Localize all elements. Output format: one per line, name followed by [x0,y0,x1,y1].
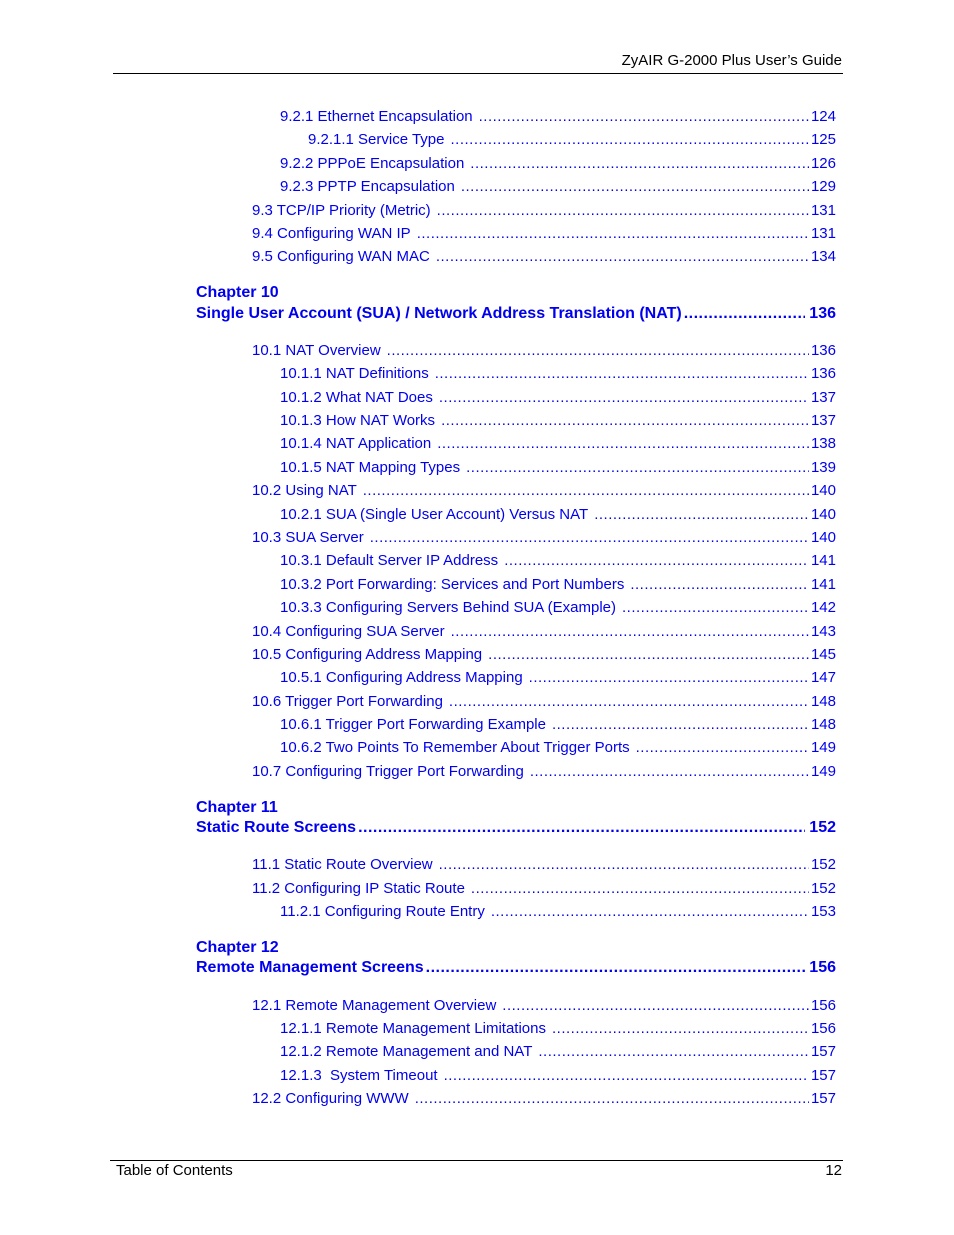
toc-entry[interactable] [252,692,836,712]
dot-leader [594,505,809,525]
dot-leader [622,598,809,618]
toc-entry[interactable] [280,902,836,922]
toc-entry-page: 143 [810,623,836,640]
dot-leader [529,668,809,688]
toc-entry[interactable] [308,130,836,150]
toc-entry[interactable] [280,1066,836,1086]
dot-leader [436,247,809,267]
toc-entry-page: 148 [810,716,836,733]
dot-leader [479,107,809,127]
toc-entry-page: 156 [810,1020,836,1037]
toc-entry[interactable] [280,505,836,525]
toc-entry-label: 12.1 Remote Management Overview [252,997,497,1014]
chapter-page: 152 [809,819,836,836]
toc-entry[interactable] [280,598,836,618]
toc-entry-label: 9.4 Configuring WAN IP [252,225,411,242]
toc-entry-page: 141 [810,552,836,569]
toc-entry-page: 145 [810,646,836,663]
toc-entry-label: 9.3 TCP/IP Priority (Metric) [252,202,431,219]
toc-entry-label: 10.2.1 SUA (Single User Account) Versus NAT [280,506,589,523]
toc-entry-label: 10.1.4 NAT Application [280,435,432,452]
toc-entry-label: 10.4 Configuring SUA Server [252,623,445,640]
toc-entry-label: 9.2.2 PPPoE Encapsulation [280,155,465,172]
toc-entry-page: 141 [810,576,836,593]
toc-entry[interactable] [252,996,836,1016]
dot-leader [630,575,809,595]
toc-entry[interactable] [252,855,836,875]
toc-entry-label: 10.6 Trigger Port Forwarding [252,693,443,710]
toc-entry-label: 12.1.3 System Timeout [280,1067,438,1084]
toc-entry-page: 140 [810,506,836,523]
toc-entry-label: 10.5.1 Configuring Address Mapping [280,669,523,686]
toc-entry-page: 152 [810,880,836,897]
toc-entry[interactable] [280,715,836,735]
dot-leader [636,738,809,758]
toc-entry[interactable] [280,107,836,127]
dot-leader [437,434,809,454]
chapter-title-entry[interactable] [196,303,836,325]
toc-entry-page: 157 [810,1067,836,1084]
toc-entry-label: 10.1 NAT Overview [252,342,381,359]
toc-entry[interactable] [252,528,836,548]
toc-entry[interactable] [280,411,836,431]
toc-entry[interactable] [280,364,836,384]
chapter-title: Static Route Screens [196,819,357,836]
toc-entry-page: 137 [810,412,836,429]
toc-entry-page: 148 [810,693,836,710]
dot-leader [444,1066,809,1086]
toc-entry[interactable] [252,762,836,782]
toc-entry-page: 134 [810,248,836,265]
toc-entry[interactable] [252,341,836,361]
toc-entry-label: 10.3.3 Configuring Servers Behind SUA (Example) [280,599,617,616]
dot-leader [437,201,809,221]
dot-leader [538,1042,809,1062]
toc-entry-label: 12.2 Configuring WWW [252,1090,409,1107]
chapter-title: Remote Management Screens [196,959,424,976]
toc-entry[interactable] [280,388,836,408]
toc-entry-page: 131 [810,225,836,242]
dot-leader [461,177,809,197]
toc-entry[interactable] [280,154,836,174]
toc-entry[interactable] [252,224,836,244]
toc-entry-page: 137 [810,389,836,406]
dot-leader [449,692,809,712]
chapter-title-entry[interactable] [196,817,836,839]
dot-leader [387,341,809,361]
toc-entry-page: 126 [810,155,836,172]
dot-leader [441,411,809,431]
chapter-number[interactable]: Chapter 11 [196,799,278,816]
footer-page-number: 12 [825,1162,842,1179]
header-divider [113,73,843,74]
toc-entry[interactable] [280,458,836,478]
toc-entry-label: 9.2.3 PPTP Encapsulation [280,178,455,195]
toc-entry-page: 136 [810,342,836,359]
toc-entry-label: 12.1.2 Remote Management and NAT [280,1043,533,1060]
toc-entry-page: 153 [810,903,836,920]
toc-entry-page: 136 [810,365,836,382]
dot-leader [439,388,809,408]
chapter-title-entry[interactable] [196,957,836,979]
chapter-title: Single User Account (SUA) / Network Address Translation (NAT) [196,305,682,322]
toc-entry-label: 10.2 Using NAT [252,482,357,499]
document-title: ZyAIR G-2000 Plus User’s Guide [621,52,842,69]
toc-entry-page: 157 [810,1043,836,1060]
toc-entry-page: 140 [810,529,836,546]
toc-entry[interactable] [280,1042,836,1062]
dot-leader [415,1089,809,1109]
toc-entry[interactable] [280,177,836,197]
toc-entry-label: 10.5 Configuring Address Mapping [252,646,483,663]
chapter-number[interactable]: Chapter 10 [196,284,279,301]
toc-entry-page: 131 [810,202,836,219]
dot-leader [370,528,809,548]
toc-entry-page: 140 [810,482,836,499]
chapter-page: 156 [809,959,836,976]
toc-entry[interactable] [252,1089,836,1109]
toc-entry-page: 125 [810,131,836,148]
dot-leader [435,364,809,384]
toc-entry[interactable] [280,551,836,571]
toc-entry-label: 10.3 SUA Server [252,529,364,546]
dot-leader [488,645,809,665]
toc-entry[interactable] [252,247,836,267]
dot-leader [552,715,809,735]
dot-leader [491,902,809,922]
chapter-page: 136 [809,305,836,322]
toc-entry[interactable] [252,622,836,642]
toc-entry[interactable] [280,738,836,758]
toc-entry-page: 147 [810,669,836,686]
toc-entry-page: 156 [810,997,836,1014]
dot-leader [450,130,808,150]
dot-leader [417,224,809,244]
toc-entry-label: 11.2 Configuring IP Static Route [252,880,465,897]
toc-entry-page: 139 [810,459,836,476]
toc-entry-page: 129 [810,178,836,195]
toc-entry-label: 10.1.1 NAT Definitions [280,365,429,382]
toc-entry-label: 9.2.1.1 Service Type [308,131,445,148]
toc-entry[interactable] [252,201,836,221]
chapter-number[interactable]: Chapter 12 [196,939,279,956]
toc-entry-label: 10.1.5 NAT Mapping Types [280,459,461,476]
dot-leader [504,551,809,571]
dot-leader [451,622,809,642]
dot-leader [502,996,809,1016]
toc-entry-label: 11.2.1 Configuring Route Entry [280,903,485,920]
toc-entry-page: 152 [810,856,836,873]
toc-entry-page: 142 [810,599,836,616]
toc-entry[interactable] [280,575,836,595]
dot-leader [552,1019,809,1039]
dot-leader [466,458,809,478]
toc-entry[interactable] [252,481,836,501]
toc-entry-page: 124 [810,108,836,125]
toc-entry-label: 9.5 Configuring WAN MAC [252,248,430,265]
toc-entry-label: 10.6.1 Trigger Port Forwarding Example [280,716,546,733]
toc-entry-page: 149 [810,739,836,756]
toc-entry[interactable] [280,434,836,454]
toc-entry-page: 138 [810,435,836,452]
dot-leader [684,303,806,325]
toc-entry[interactable] [280,668,836,688]
dot-leader [470,154,809,174]
dot-leader [363,481,809,501]
toc-entry-label: 10.6.2 Two Points To Remember About Trigger Ports [280,739,630,756]
dot-leader [439,855,809,875]
toc-entry-label: 10.3.1 Default Server IP Address [280,552,499,569]
dot-leader [358,817,805,839]
toc-entry-label: 10.3.2 Port Forwarding: Services and Port Numbers [280,576,625,593]
toc-entry-label: 12.1.1 Remote Management Limitations [280,1020,546,1037]
dot-leader [471,879,809,899]
toc-entry[interactable] [252,645,836,665]
toc-entry[interactable] [252,879,836,899]
toc-entry-label: 10.1.3 How NAT Works [280,412,436,429]
toc-entry-label: 10.1.2 What NAT Does [280,389,433,406]
dot-leader [530,762,809,782]
dot-leader [426,957,806,979]
toc-entry-page: 157 [810,1090,836,1107]
toc-entry-label: 9.2.1 Ethernet Encapsulation [280,108,473,125]
toc-entry[interactable] [280,1019,836,1039]
toc-entry-label: 11.1 Static Route Overview [252,856,433,873]
toc-entry-page: 149 [810,763,836,780]
toc-entry-label: 10.7 Configuring Trigger Port Forwarding [252,763,524,780]
footer-section-title: Table of Contents [116,1162,233,1179]
